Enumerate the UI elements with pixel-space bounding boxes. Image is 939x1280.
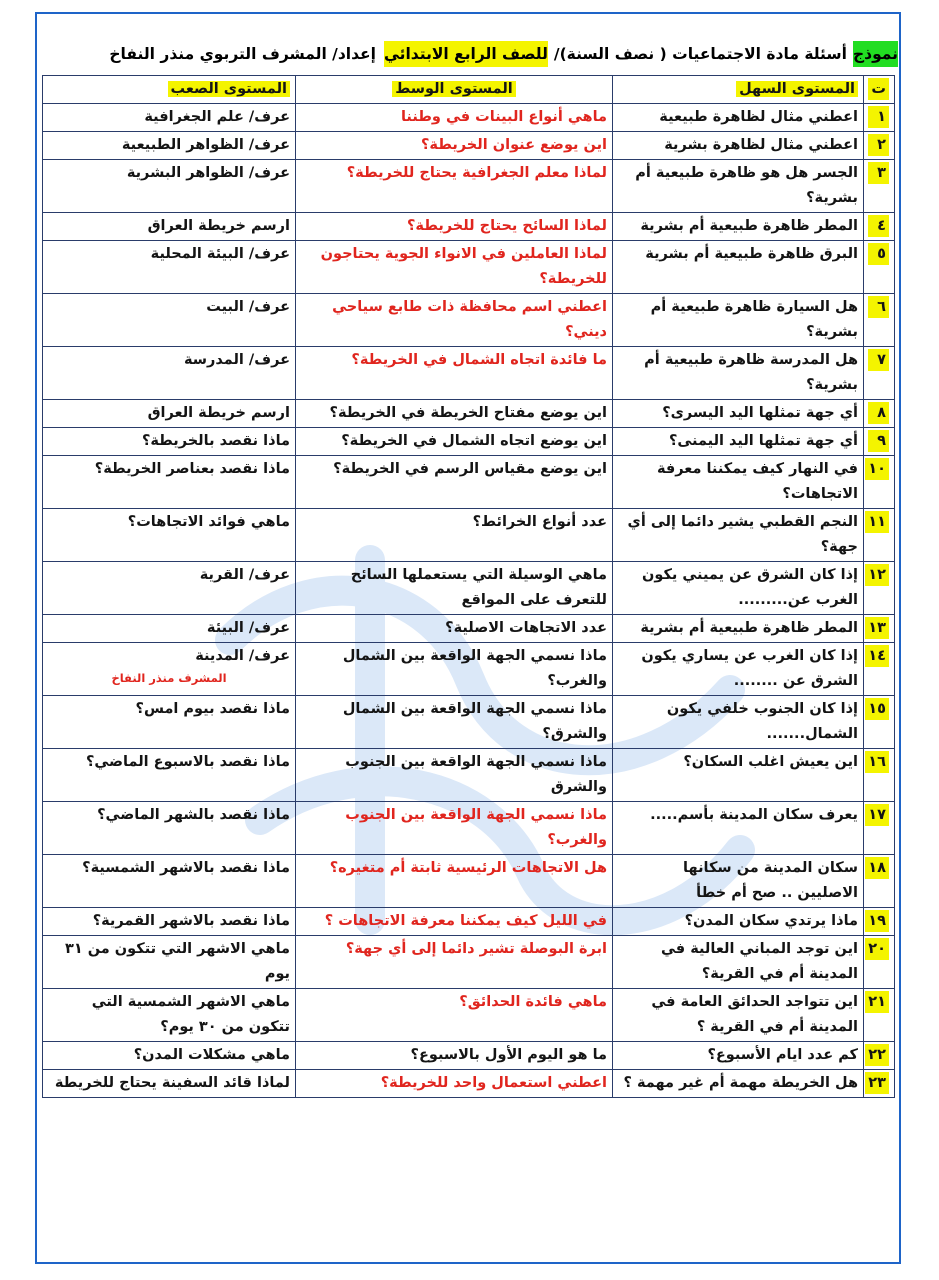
easy-question: اعطني مثال لظاهرة بشرية [613,132,864,160]
table-row [43,294,895,347]
hard-question: عرف/ المدرسة [43,347,296,400]
header-medium: المستوى الوسط [296,76,613,104]
hard-question: ماذا نقصد بيوم امس؟ [43,696,296,749]
table-row [43,696,895,749]
hard-question: ماهي الاشهر التي تتكون من ٣١ يوم [43,936,296,989]
easy-question: أي جهة تمثلها اليد اليمنى؟ [613,428,864,456]
hard-question: ماهي مشكلات المدن؟ [43,1042,296,1070]
title-subject: أسئلة مادة الاجتماعيات ( نصف السنة)/ [553,44,847,63]
easy-question: ماذا يرتدي سكان المدن؟ [613,908,864,936]
table-row [43,908,895,936]
easy-question: إذا كان الغرب عن يساري يكون الشرق عن ........ [613,643,864,696]
easy-question: اين يعيش اغلب السكان؟ [613,749,864,802]
hard-question: عرف/ البيت [43,294,296,347]
easy-question: الجسر هل هو ظاهرة طبيعية أم بشرية؟ [613,160,864,213]
medium-question: ما فائدة اتجاه الشمال في الخريطة؟ [296,347,613,400]
supervisor-signature: المشرف منذر النفاخ [111,671,227,685]
hard-question: عرف/ البيئة المحلية [43,241,296,294]
easy-question: هل الخريطة مهمة أم غير مهمة ؟ [613,1070,864,1098]
hard-question: عرف/ علم الجغرافية [43,104,296,132]
question-number: ١٤ [864,643,895,696]
medium-question: ماهي فائدة الحدائق؟ [296,989,613,1042]
table-row [43,132,895,160]
question-number: ٢١ [864,989,895,1042]
easy-question: المطر ظاهرة طبيعية أم بشرية [613,615,864,643]
easy-question: اين تتواجد الحدائق العامة في المدينة أم في القرية ؟ [613,989,864,1042]
header-easy: المستوى السهل [613,76,864,104]
table-header-row [43,76,895,104]
medium-question: ماهي أنواع البينات في وطننا [296,104,613,132]
title-model: نموذج [853,41,898,67]
table-row [43,989,895,1042]
medium-question: اين يوضع عنوان الخريطة؟ [296,132,613,160]
question-number: ١٩ [864,908,895,936]
medium-question: ماذا نسمي الجهة الواقعة بين الشمال والغرب؟ [296,643,613,696]
hard-question: ماذا نقصد بعناصر الخريطة؟ [43,456,296,509]
easy-question: إذا كان الشرق عن يميني يكون الغرب عن......... [613,562,864,615]
medium-question: اين يوضع مقياس الرسم في الخريطة؟ [296,456,613,509]
easy-question: البرق ظاهرة طبيعية أم بشرية [613,241,864,294]
medium-question: اعطني استعمال واحد للخريطة؟ [296,1070,613,1098]
table-row [43,1042,895,1070]
easy-question: في النهار كيف يمكننا معرفة الاتجاهات؟ [613,456,864,509]
hard-question: ماذا نقصد بالخريطة؟ [43,428,296,456]
title-grade: للصف الرابع الابتدائي [384,41,548,67]
questions-table [42,75,895,1098]
easy-question: يعرف سكان المدينة بأسم..... [613,802,864,855]
question-number: ٣ [864,160,895,213]
hard-question: عرف/ المدينة المشرف منذر النفاخ [43,643,296,696]
medium-question: ماذا نسمي الجهة الواقعة بين الجنوب والغرب؟ [296,802,613,855]
medium-question: ماذا نسمي الجهة الواقعة بين الشمال والشرق؟ [296,696,613,749]
table-row [43,749,895,802]
question-number: ١١ [864,509,895,562]
medium-question: ماهي الوسيلة التي يستعملها السائح للتعرف على المواقع [296,562,613,615]
table-row [43,802,895,855]
hard-question: ماذا نقصد بالاشهر القمرية؟ [43,908,296,936]
question-number: ٦ [864,294,895,347]
medium-question: عدد الاتجاهات الاصلية؟ [296,615,613,643]
table-row [43,241,895,294]
table-row [43,615,895,643]
hard-question: عرف/ القرية [43,562,296,615]
question-number: ٢٠ [864,936,895,989]
title-author: إعداد/ المشرف التربوي منذر النفاخ [109,44,376,63]
medium-question: ماذا نسمي الجهة الواقعة بين الجنوب والشرق [296,749,613,802]
easy-question: كم عدد ايام الأسبوع؟ [613,1042,864,1070]
table-row [43,213,895,241]
medium-question: هل الاتجاهات الرئيسية ثابتة أم متغيره؟ [296,855,613,908]
medium-question: ابرة البوصلة تشير دائما إلى أي جهة؟ [296,936,613,989]
question-number: ١٦ [864,749,895,802]
question-number: ١٠ [864,456,895,509]
table-row [43,428,895,456]
table-row [43,509,895,562]
easy-question: اين توجد المباني العالية في المدينة أم في القرية؟ [613,936,864,989]
question-number: ١٨ [864,855,895,908]
question-number: ١ [864,104,895,132]
medium-question: لماذا معلم الجغرافية يحتاج للخريطة؟ [296,160,613,213]
question-number: ٢ [864,132,895,160]
hard-question: عرف/ الظواهر البشرية [43,160,296,213]
question-number: ٨ [864,400,895,428]
medium-question: ما هو اليوم الأول بالاسبوع؟ [296,1042,613,1070]
easy-question: هل المدرسة ظاهرة طبيعية أم بشرية؟ [613,347,864,400]
easy-question: اعطني مثال لظاهرة طبيعية [613,104,864,132]
hard-question: ارسم خريطة العراق [43,213,296,241]
easy-question: سكان المدينة من سكانها الاصليين .. صح أم خطأ [613,855,864,908]
easy-question: النجم القطبي يشير دائما إلى أي جهة؟ [613,509,864,562]
header-num: ت [864,76,895,104]
question-number: ٩ [864,428,895,456]
easy-question: المطر ظاهرة طبيعية أم بشرية [613,213,864,241]
header-hard: المستوى الصعب [43,76,296,104]
medium-question: اعطني اسم محافظة ذات طابع سياحي ديني؟ [296,294,613,347]
easy-question: إذا كان الجنوب خلفي يكون الشمال....... [613,696,864,749]
medium-question: في الليل كيف يمكننا معرفة الاتجاهات ؟ [296,908,613,936]
table-row [43,160,895,213]
document-title [38,38,898,69]
question-number: ٧ [864,347,895,400]
question-number: ٢٢ [864,1042,895,1070]
question-number: ٤ [864,213,895,241]
question-number: ١٣ [864,615,895,643]
hard-question: ماهي الاشهر الشمسية التي تتكون من ٣٠ يوم؟ [43,989,296,1042]
table-row [43,936,895,989]
easy-question: هل السيارة ظاهرة طبيعية أم بشرية؟ [613,294,864,347]
question-number: ٥ [864,241,895,294]
medium-question: لماذا السائح يحتاج للخريطة؟ [296,213,613,241]
table-row [43,643,895,696]
question-number: ٢٣ [864,1070,895,1098]
table-row [43,1070,895,1098]
table-row [43,456,895,509]
easy-question: أي جهة تمثلها اليد اليسرى؟ [613,400,864,428]
medium-question: لماذا العاملين في الانواء الجوية يحتاجون للخريطة؟ [296,241,613,294]
hard-question: لماذا قائد السفينة يحتاج للخريطة [43,1070,296,1098]
medium-question: عدد أنواع الخرائط؟ [296,509,613,562]
hard-question: عرف/ الظواهر الطبيعية [43,132,296,160]
hard-question: ماذا نقصد بالاشهر الشمسية؟ [43,855,296,908]
hard-question: عرف/ البيئة [43,615,296,643]
hard-question: ارسم خريطة العراق [43,400,296,428]
question-number: ١٧ [864,802,895,855]
medium-question: اين يوضع اتجاه الشمال في الخريطة؟ [296,428,613,456]
hard-question: ماذا نقصد بالاسبوع الماضي؟ [43,749,296,802]
medium-question: اين يوضع مفتاح الخريطة في الخريطة؟ [296,400,613,428]
table-row [43,855,895,908]
hard-question: ماذا نقصد بالشهر الماضي؟ [43,802,296,855]
question-number: ١٥ [864,696,895,749]
table-row [43,562,895,615]
table-row [43,347,895,400]
table-row [43,400,895,428]
question-number: ١٢ [864,562,895,615]
table-row [43,104,895,132]
hard-question: ماهي فوائد الاتجاهات؟ [43,509,296,562]
